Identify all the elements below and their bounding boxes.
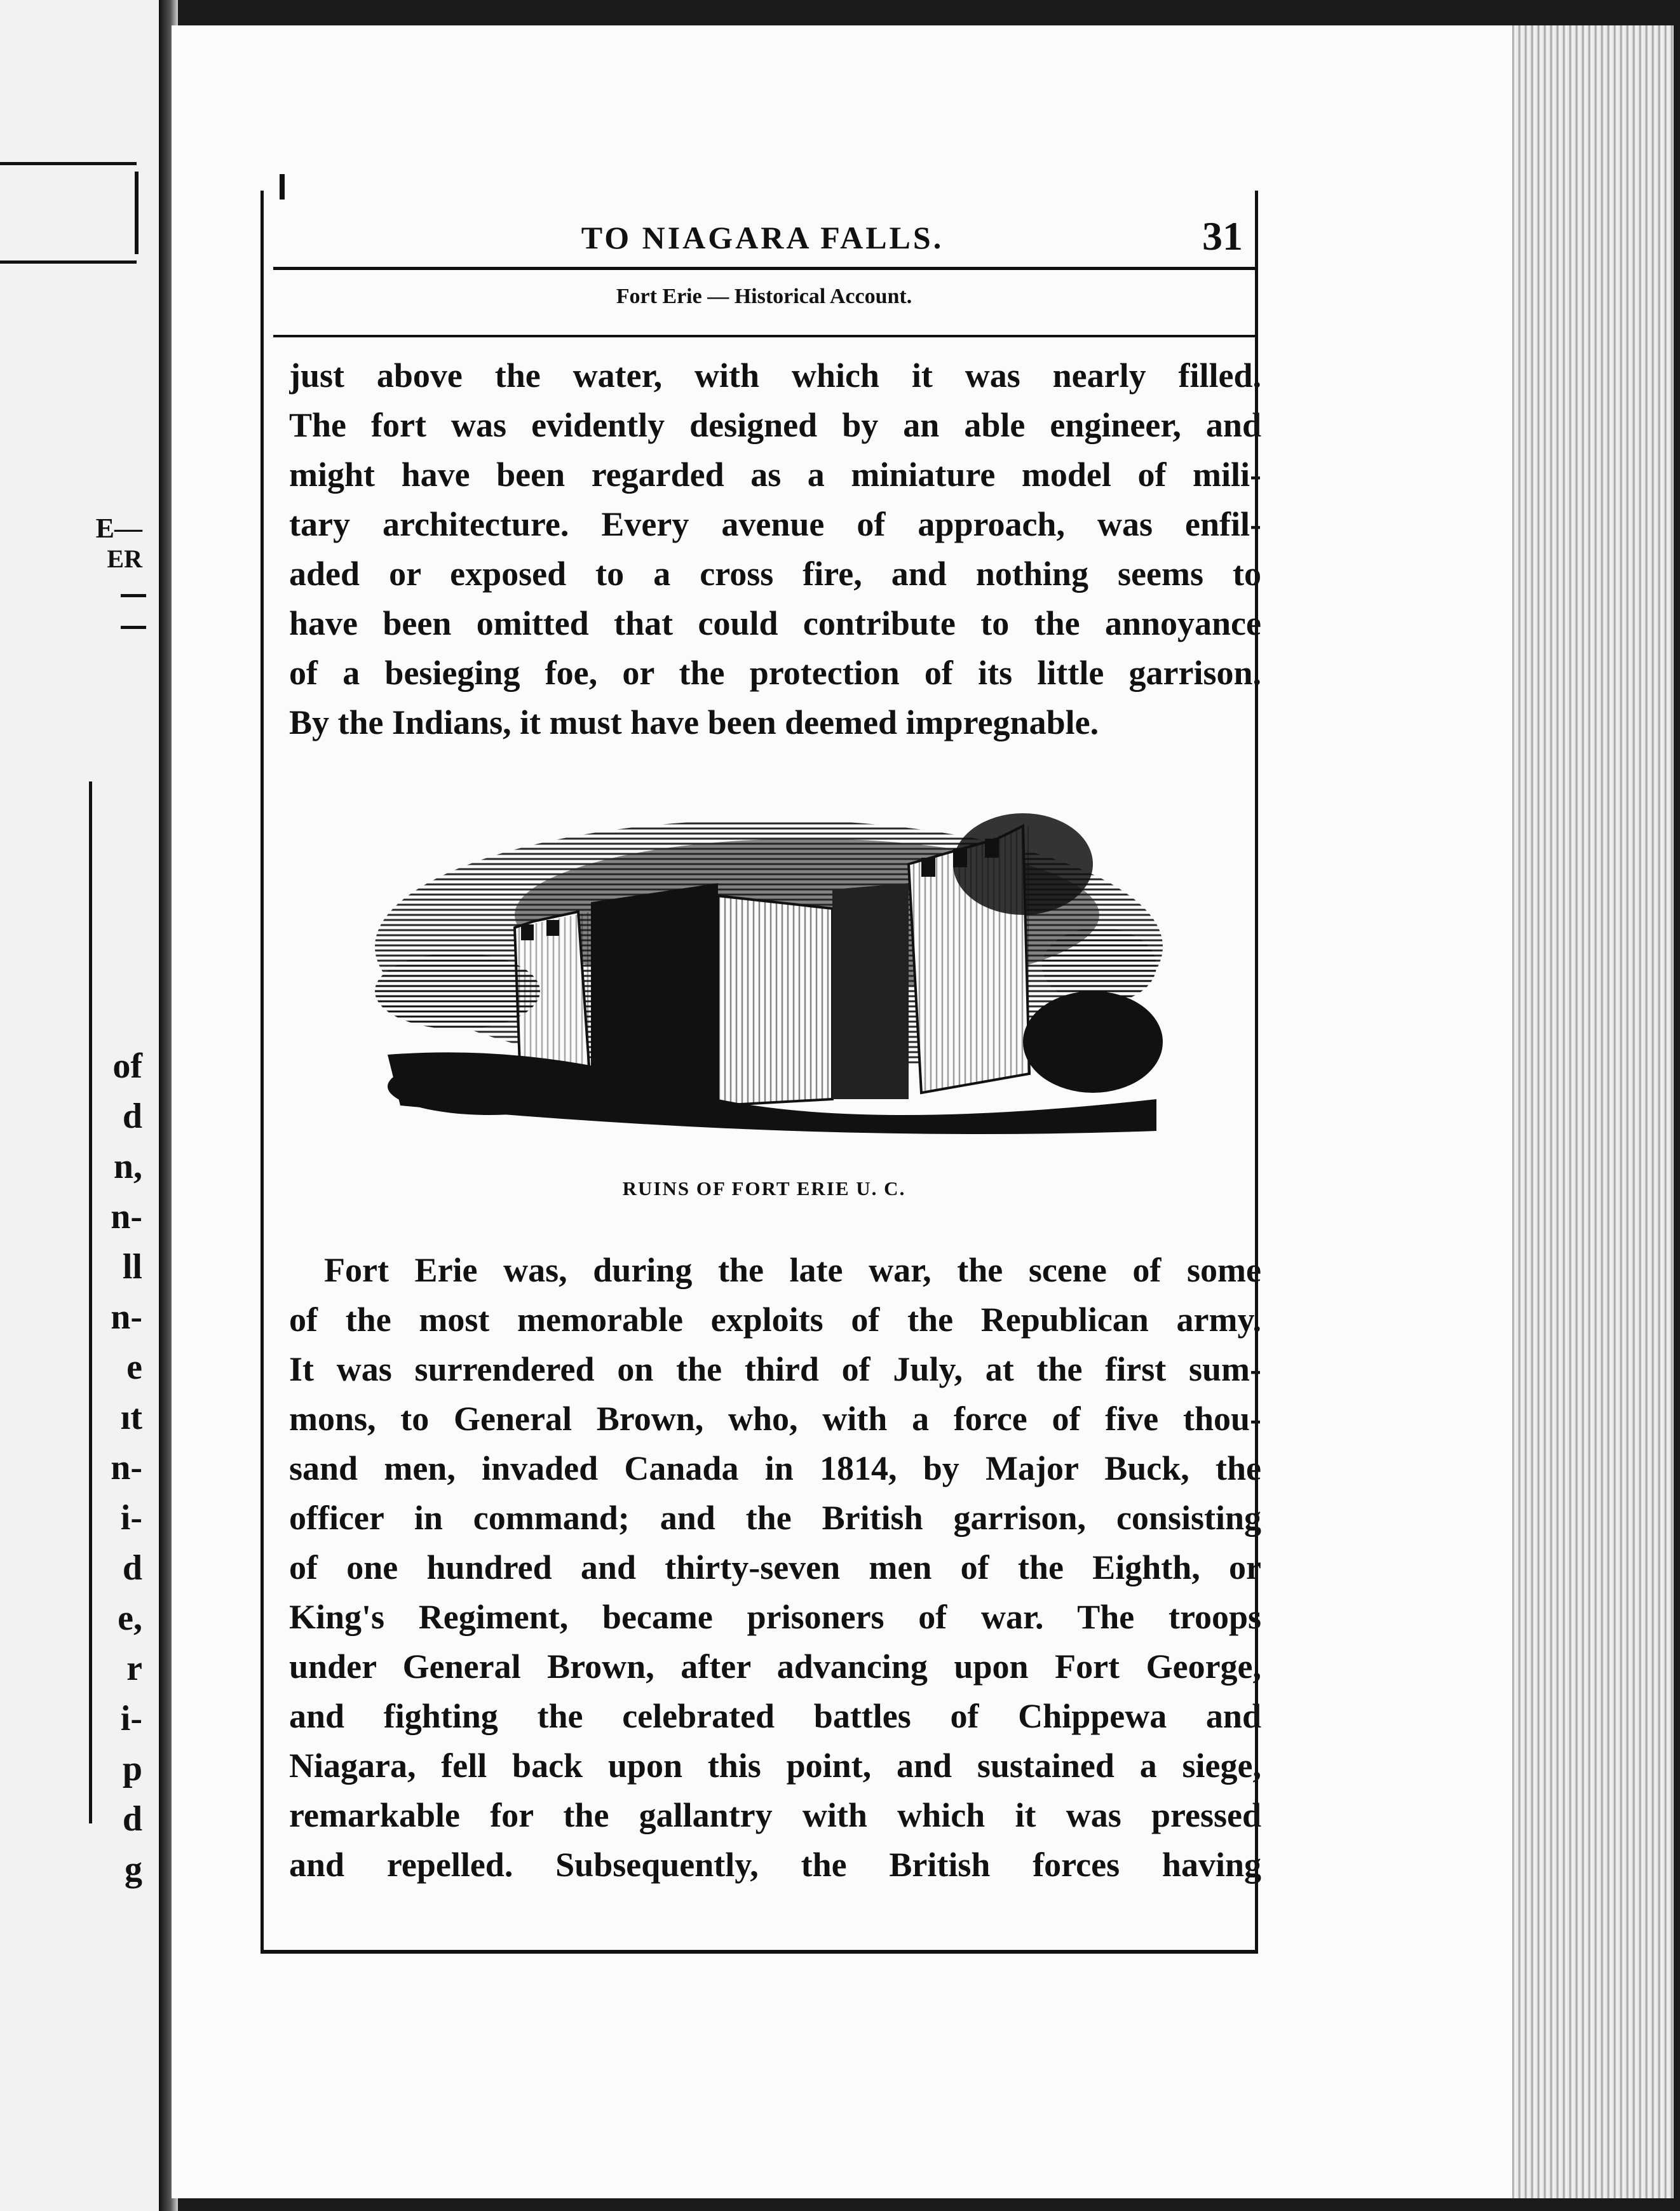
facing-page-fragment: d — [122, 1548, 142, 1588]
facing-page-fragment: n- — [111, 1448, 142, 1487]
facing-page-fragment: d — [122, 1799, 142, 1839]
facing-page-fragment: r — [126, 1649, 142, 1688]
text-line: might have been regarded as a miniature model of mili- — [289, 456, 1261, 494]
facing-page-rule — [0, 260, 137, 264]
subhead-rule — [273, 335, 1255, 337]
facing-page-fragment: ll — [122, 1247, 142, 1287]
text-line: mons, to General Brown, who, with a force of five thou- — [289, 1400, 1261, 1438]
section-subhead: Fort Erie — Historical Account. — [616, 285, 912, 308]
text-line: under General Brown, after advancing upon Fort George, — [289, 1647, 1261, 1686]
text-line: It was surrendered on the third of July, at the first sum- — [289, 1350, 1261, 1388]
text-line: tary architecture. Every avenue of approach, was enfil- — [289, 505, 1261, 543]
facing-page-fragment: of — [112, 1046, 142, 1086]
header-rule — [273, 267, 1255, 270]
page-edges — [1506, 25, 1674, 2198]
fort-ruins-engraving — [362, 801, 1175, 1137]
text-line: By the Indians, it must have been deemed impregnable. — [289, 703, 1099, 741]
page-number: 31 — [1202, 213, 1243, 259]
frame-corner — [280, 174, 285, 199]
facing-page-fragment: i- — [120, 1699, 142, 1738]
text-line: sand men, invaded Canada in 1814, by Major Buck, the — [289, 1449, 1261, 1487]
text-line: remarkable for the gallantry with which it was pressed — [289, 1796, 1261, 1834]
text-line: King's Regiment, became prisoners of war. The troops — [289, 1598, 1261, 1636]
body-text-top — [289, 351, 1261, 747]
text-line: of one hundred and thirty-seven men of the Eighth, or — [289, 1548, 1261, 1586]
facing-page-fragment: d — [122, 1097, 142, 1136]
facing-page — [0, 0, 164, 2211]
text-line: aded or exposed to a cross fire, and nothing seems to — [289, 555, 1261, 593]
text-line: and repelled. Subsequently, the British forces having — [289, 1846, 1261, 1884]
facing-page-vrule — [135, 172, 139, 254]
text-line: Niagara, fell back upon this point, and sustained a siege, — [289, 1747, 1261, 1785]
text-line: Fort Erie was, during the late war, the scene of some — [324, 1251, 1261, 1289]
facing-page-fragment: i- — [120, 1498, 142, 1538]
facing-page-fragment: n- — [111, 1297, 142, 1337]
running-head — [273, 213, 1252, 264]
text-line: officer in command; and the British garrison, consisting — [289, 1499, 1261, 1537]
facing-page-rule — [121, 594, 146, 597]
text-line: have been omitted that could contribute to the annoyance — [289, 604, 1261, 642]
text-line: The fort was evidently designed by an able engineer, and — [289, 406, 1261, 444]
text-line: and fighting the celebrated battles of Chippewa and — [289, 1697, 1261, 1735]
facing-page-rule — [121, 626, 146, 629]
text-line: of the most memorable exploits of the Republican army. — [289, 1301, 1261, 1339]
facing-page-fragment: e — [126, 1348, 142, 1387]
facing-page-fragment: ER — [107, 544, 142, 573]
text-line: of a besieging foe, or the protection of its little garrison. — [289, 654, 1261, 692]
facing-page-rule — [0, 162, 137, 165]
facing-page-fragment: p — [122, 1749, 142, 1788]
text-line: just above the water, with which it was nearly filled. — [289, 356, 1261, 395]
facing-page-fragment: ıt — [120, 1398, 142, 1437]
facing-page-fragment: E— — [95, 513, 142, 544]
facing-page-fragment: g — [125, 1849, 142, 1889]
facing-page-fragment: e, — [118, 1599, 142, 1638]
facing-page-fragment: n, — [113, 1147, 142, 1186]
facing-page-fragment: n- — [111, 1197, 142, 1236]
running-head-title: TO NIAGARA FALLS. — [581, 220, 944, 255]
body-text-bottom — [289, 1245, 1261, 1890]
illustration-caption: RUINS OF FORT ERIE U. C. — [622, 1177, 906, 1200]
